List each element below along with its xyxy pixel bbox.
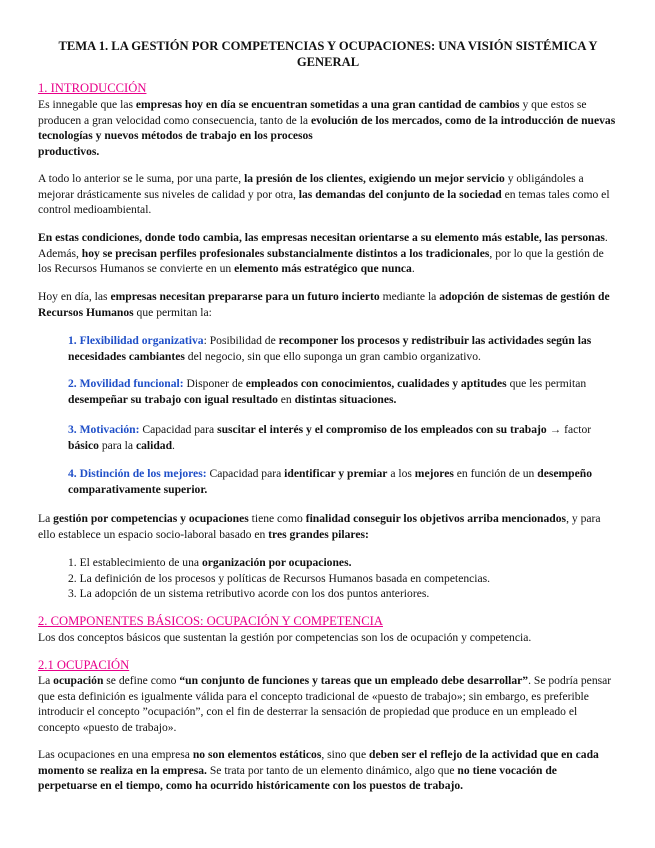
text: A todo lo anterior se le suma, por una parte, [38,172,245,185]
bold-text: hoy se precisan perfiles profesionales substancialmente distintos a los tradicionales [81,246,490,260]
text: en temas tales como el control medioambiental. [38,187,610,217]
text: , y para ello establece un espacio socio-laboral basado en [38,512,601,541]
item-label: 2. Movilidad funcional: [68,377,184,390]
text: en función de un [453,467,538,480]
bold-text: deben ser el reflejo de la actividad que en cada momento se realiza en la empresa. [38,748,599,777]
title-line-1: TEMA 1. LA GESTIÓN POR COMPETENCIAS Y OCUPACIONES: UNA VISIÓN SISTÉMICA Y [58,39,598,53]
bold-text: empresas necesitan prepararse para un futuro incierto [110,290,380,303]
text: que permitan la: [133,305,212,319]
text: para la [98,438,136,452]
text: : Posibilidad de [203,334,279,347]
list-item-distincion [68,466,618,497]
paragraph-2 [38,171,618,218]
bold-text: empresas hoy en día se encuentran sometidas a una gran cantidad de cambios [135,98,520,111]
text: en [277,392,295,406]
text: . [172,438,175,452]
bold-text: calidad [135,438,173,452]
bold-text: desempeñar su trabajo con igual resultado [68,392,278,406]
paragraph-8 [38,747,618,794]
bold-text: identificar y premiar [284,467,388,480]
paragraph-5 [38,511,618,542]
paragraph-7 [38,673,618,735]
section-heading-componentes: 2. COMPONENTES BÁSICOS: OCUPACIÓN Y COMPETENCIA [38,614,383,628]
text: que les permitan [506,377,587,390]
bold-text: finalidad conseguir los objetivos arriba mencionados [305,512,567,525]
text: del negocio, sin que ello suponga un gran cambio organizativo. [184,349,481,363]
paragraph-6: Los dos conceptos básicos que sustentan la gestión por competencias son los de ocupación y competencia. [38,631,532,644]
item-label: 1. Flexibilidad organizativa [68,334,204,347]
bold-text: la presión de los clientes, exigiendo un mejor servicio [244,172,505,185]
bold-text: no son elementos estáticos [192,748,322,761]
pillar-1 [68,555,618,571]
text: La [38,512,54,525]
text: Las ocupaciones en una empresa [38,748,193,761]
bold-text: suscitar el interés y el compromiso de los empleados con su trabajo [217,423,547,436]
text: Hoy en día, las [38,290,111,303]
bold-text: recomponer los procesos y redistribuir las actividades según las necesidades cambiantes [68,334,592,363]
bold-text: las demandas del conjunto de la sociedad [298,187,502,201]
bold-text: productivos. [38,144,100,158]
text: Es innegable que las [38,98,136,111]
text: . Se podría pensar que esta definición es igualmente válida para el concepto tradicional de «puesto de trabajo»; sin embargo, es preferible introducir el concepto ”ocupación”, con el fin de desterrar la sensación de propiedad que produce en un empleado el concepto «puesto de trabajo». [38,674,612,734]
bold-text: evolución de los mercados, como de la introducción de nuevas tecnologías y nuevos métodos de trabajo en los procesos [38,113,616,143]
text: tiene como [248,512,306,525]
title-line-2: GENERAL [296,55,360,69]
text: Capacidad para [206,467,285,480]
paragraph-4 [38,289,618,320]
item-label: 3. Motivación: [68,423,140,436]
text: mediante la [379,290,440,303]
bold-text: no tiene vocación de perpetuarse en el tiempo, como ha ocurrido históricamente con los puestos de trabajo. [38,763,557,793]
text: Capacidad para [139,423,218,436]
text: Disponer de [183,377,246,390]
text: . [411,262,415,276]
bold-text: empleados con conocimientos, cualidades y aptitudes [245,377,507,390]
bold-text: mejores [414,467,454,480]
text: , sino que [321,748,369,761]
bold-text: distintas situaciones. [294,392,397,406]
text: Se trata por tanto de un elemento dinámico, algo que [206,763,458,777]
section-heading-ocupacion: 2.1 OCUPACIÓN [38,658,130,672]
bold-text: elemento más estratégico que nunca [234,262,412,276]
pillar-3: 3. La adopción de un sistema retributivo acorde con los dos puntos anteriores. [68,587,430,600]
text: y que estos se producen a gran velocidad como consecuencia, tanto de la [38,98,587,127]
bold-text: “un conjunto de funciones y tareas que un empleado debe desarrollar” [179,674,529,687]
bold-text: En estas condiciones, donde todo cambia, las empresas necesitan orientarse a su elemento más estable, las personas [38,231,605,244]
text: y obligándoles a mejorar drásticamente sus niveles de calidad y por otra, [38,172,584,201]
item-label: 4. Distinción de los mejores: [68,467,207,480]
bold-text: organización por ocupaciones. [201,556,352,569]
text: La [38,674,54,687]
text: → factor [546,423,592,436]
bold-text: ocupación [53,674,104,687]
list-item-motivacion [68,422,618,453]
bold-text: adopción de sistemas de gestión de Recursos Humanos [38,290,610,319]
text: 1. El establecimiento de una [68,556,202,569]
bold-text: gestión por competencias y ocupaciones [53,512,249,525]
text: , por lo que la gestión de los Recursos Humanos se convierte en un [38,246,604,276]
list-item-flexibilidad [68,333,618,364]
text: . Además, [38,231,608,260]
list-item-movilidad [68,376,618,407]
document-title [38,38,618,70]
text: a los [387,467,415,480]
text: se define como [103,674,180,687]
paragraph-1 [38,97,618,159]
bold-text: tres grandes pilares: [268,527,369,541]
pillar-2: 2. La definición de los procesos y políticas de Recursos Humanos basada en competencias. [68,572,491,585]
section-heading-introduccion: 1. INTRODUCCIÓN [38,81,147,95]
bold-text: desempeño comparativamente superior. [68,467,592,496]
bold-text: básico [68,438,99,452]
paragraph-3 [38,230,618,277]
